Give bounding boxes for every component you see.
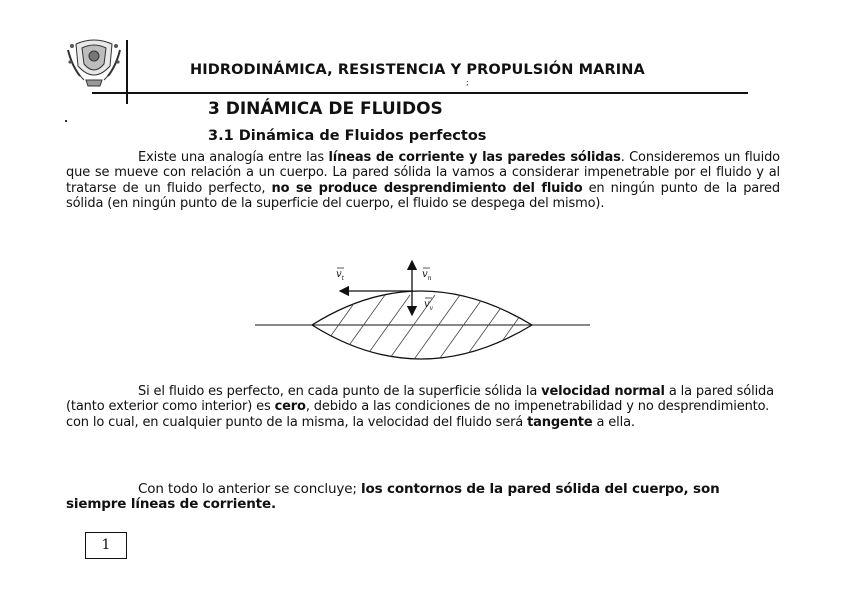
paragraph-1-text: Existe una analogía entre las xyxy=(138,150,329,165)
stray-dot xyxy=(65,120,67,122)
paragraph-3-bold: los contornos de la pared sólida del cuerpo, son siempre líneas de corriente. xyxy=(66,481,720,513)
paragraph-2-bold: velocidad normal xyxy=(541,384,665,399)
paragraph-2-text: a ella. xyxy=(592,414,635,430)
paragraph-2-text: , debido a las condiciones de no impenetrabilidad y no desprendimiento. con lo cual, en cualquier punto de la misma, la velocidad del fluido será xyxy=(66,399,770,430)
header-stray-mark: ; xyxy=(466,78,469,87)
institution-crest-logo xyxy=(64,36,124,88)
subsection-title: 3.1 Dinámica de Fluidos perfectos xyxy=(208,128,487,144)
section-title: 3 DINÁMICA DE FLUIDOS xyxy=(208,99,443,119)
paragraph-2-bold: cero xyxy=(274,399,306,415)
paragraph-2 xyxy=(66,384,780,430)
header-horizontal-rule xyxy=(92,92,748,94)
paragraph-1-text: . Consideremos un fluido que se mueve con relación a un cuerpo. La pared sólida la vamos a considerar impenetrable por el fluido y al tratarse de un fluido perfecto, xyxy=(66,150,780,196)
header-vertical-rule xyxy=(126,40,128,104)
streamline-body-figure xyxy=(250,255,595,375)
paragraph-3-text: Con todo lo anterior se concluye; xyxy=(138,481,361,497)
label-v-normal: $v_n$ xyxy=(422,269,432,282)
paragraph-1-bold: líneas de corriente y las paredes sólidas xyxy=(328,150,621,165)
paragraph-1-text: en ningún punto de la pared sólida (en ningún punto de la superficie del cuerpo, el fluido se despega del mismo). xyxy=(66,180,780,212)
paragraph-1-bold: no se produce desprendimiento del fluido xyxy=(271,180,583,196)
paragraph-1 xyxy=(66,150,780,212)
paragraph-2-text: Si el fluido es perfecto, en cada punto de la superficie sólida la xyxy=(138,384,542,399)
paragraph-2-bold: tangente xyxy=(527,414,593,430)
label-v-tangential: $v_t$ xyxy=(336,269,345,282)
paragraph-2-text: a la pared sólida (tanto exterior como interior) es xyxy=(66,384,774,415)
page-number-box: 1 xyxy=(85,532,127,559)
paragraph-3 xyxy=(66,482,780,513)
running-header-title: HIDRODINÁMICA, RESISTENCIA Y PROPULSIÓN MARINA xyxy=(190,62,645,78)
label-v-inner: $v_v$ xyxy=(424,299,434,312)
